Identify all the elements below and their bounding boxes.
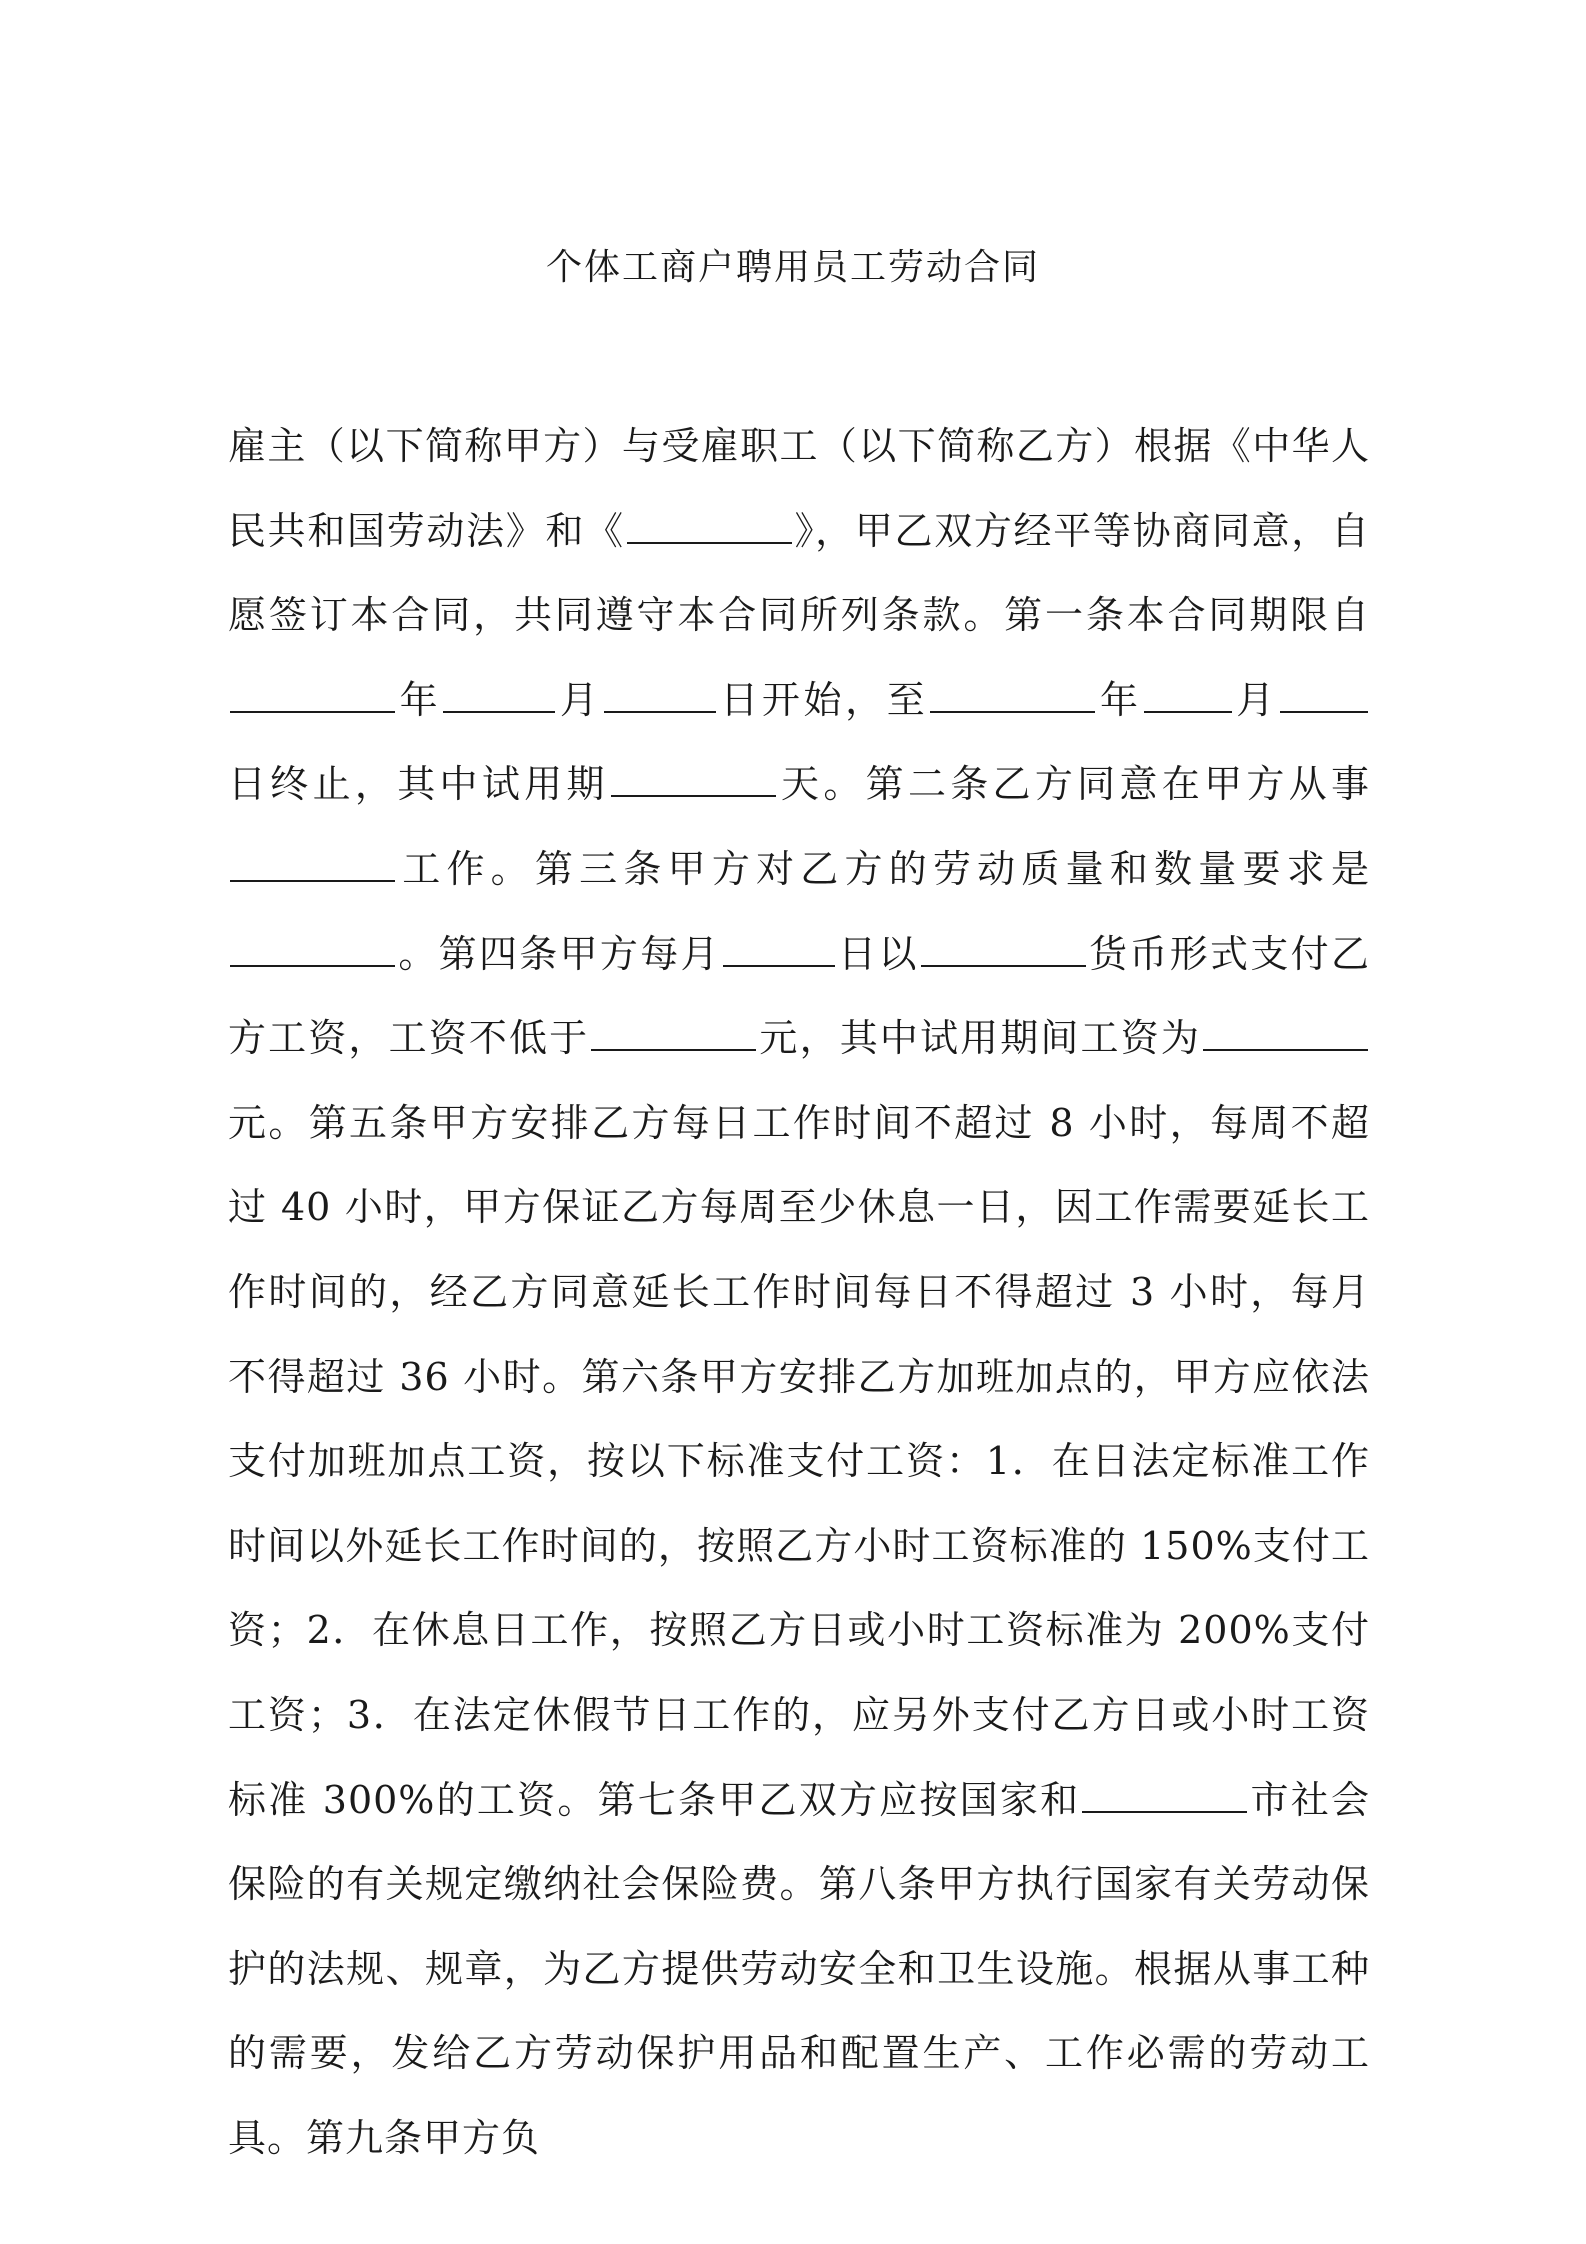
fill-blank-city[interactable] xyxy=(1082,1777,1247,1813)
document-title: 个体工商户聘用员工劳动合同 xyxy=(545,247,1040,288)
fill-blank-quality-requirement[interactable] xyxy=(230,931,395,967)
text-segment: 雇主（以下简称甲方）与受雇职工（以下简称乙方）根据《中华人民共和国劳动法》和《 xyxy=(228,424,1370,553)
fill-blank-probation-days[interactable] xyxy=(611,761,776,797)
text-segment: 日开始，至 xyxy=(717,677,929,722)
fill-blank-start-year[interactable] xyxy=(230,677,395,713)
text-segment: 工作。第三条甲方对乙方的劳动质量和数量要求是 xyxy=(397,846,1370,891)
fill-blank-job[interactable] xyxy=(230,846,395,882)
fill-blank-start-month[interactable] xyxy=(443,677,555,713)
text-segment: 货币形式支付乙方工资，工资不低于 xyxy=(228,931,1370,1061)
text-segment: 元，其中试用期间工资为 xyxy=(758,1016,1201,1061)
fill-blank-start-day[interactable] xyxy=(604,677,716,713)
text-segment: 天。第二条乙方同意在甲方从事 xyxy=(777,762,1370,807)
text-segment: 年 xyxy=(1097,677,1142,722)
text-segment: 日终止，其中试用期 xyxy=(228,762,609,807)
text-segment: 》，甲乙双方经平等协商同意，自愿签订本合同，共同遵守本合同所列条款。第一条本合同期限自 xyxy=(228,508,1370,638)
text-segment: 月 xyxy=(1233,677,1278,722)
fill-blank-end-month[interactable] xyxy=(1144,677,1232,713)
contract-body xyxy=(228,404,1370,2180)
text-segment: 年 xyxy=(397,677,442,722)
text-segment: 月 xyxy=(557,677,602,722)
fill-blank-pay-day[interactable] xyxy=(723,931,835,967)
fill-blank-currency[interactable] xyxy=(921,931,1086,967)
text-segment: 市社会保险的有关规定缴纳社会保险费。第八条甲方执行国家有关劳动保护的法规、规章，为乙方提供劳动安全和卫生设施。根据从事工种的需要，发给乙方劳动保护用品和配置生产、工作必需的劳动工具。第九条甲方负 xyxy=(228,1777,1370,2160)
fill-blank-law-name[interactable] xyxy=(627,508,792,544)
text-segment: 。第四条甲方每月 xyxy=(397,931,721,976)
text-segment: 元。第五条甲方安排乙方每日工作时间不超过 8 小时，每周不超过 40 小时，甲方保证乙方每周至少休息一日，因工作需要延长工作时间的，经乙方同意延长工作时间每日不得超过 3 小时，每月不得超过 36 小时。第六条甲方安排乙方加班加点的，甲方应依法支付加班加点工资，按以下标准支付工资：1．在日法定标准工作时间以外延长工作时间的，按照乙方小时工资标准的 150%支付工资；2．在休息日工作，按照乙方日或小时工资标准为 200%支付工资；3．在法定休假节日工作的，应另外支付乙方日或小时工资标准 300%的工资。第七条甲乙双方应按国家和 xyxy=(228,1100,1370,1822)
fill-blank-end-year[interactable] xyxy=(930,677,1095,713)
fill-blank-probation-wage[interactable] xyxy=(1203,1015,1368,1051)
fill-blank-end-day[interactable] xyxy=(1280,677,1368,713)
fill-blank-min-wage[interactable] xyxy=(591,1015,756,1051)
text-segment: 日以 xyxy=(836,931,919,976)
